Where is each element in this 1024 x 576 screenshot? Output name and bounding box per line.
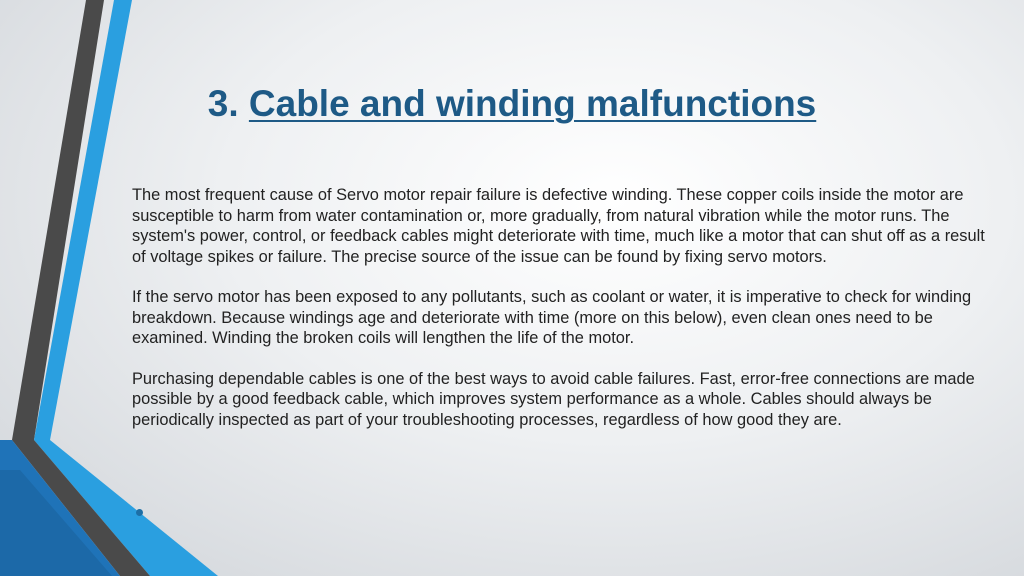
paragraph-1: The most frequent cause of Servo motor repair failure is defective winding. These copper coils inside the motor are susceptible to harm from water contamination or, more gradually, from natural vibration while the motor runs. The system's power, control, or feedback cables might deteriorate with time, much like a motor that can shut off as a result of voltage spikes or failure. The precise source of the issue can be found by fixing servo motors. [132,186,985,266]
title-link[interactable]: Cable and winding malfunctions [248,83,817,124]
slide-title [0,82,1024,126]
empty-bullet-dot [136,509,143,516]
title-number: 3. [207,83,239,124]
slide-body [132,185,994,450]
paragraph-3: Purchasing dependable cables is one of the best ways to avoid cable failures. Fast, error-free connections are made possible by a good feedback cable, which improves system performance as a whole. Cables should always be periodically inspected as part of your troubleshooting processes, regardless of how good they are. [132,369,975,429]
paragraph-2: If the servo motor has been exposed to any pollutants, such as coolant or water, it is imperative to check for winding breakdown. Because windings age and deteriorate with time (more on this below), even clean ones need to be examined. Winding the broken coils will lengthen the life of the motor. [132,288,972,347]
